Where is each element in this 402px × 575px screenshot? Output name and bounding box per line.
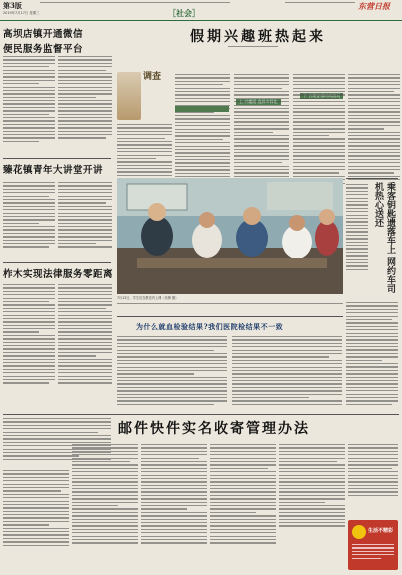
article-interest-class: [118, 26, 398, 46]
article-body: [232, 336, 342, 407]
photo-caption-extra: [117, 303, 343, 306]
article-body: [3, 470, 69, 548]
masthead-rule: [0, 20, 402, 21]
article-title: 乘客钥匙遗落车上 网约车司机热心送还: [373, 182, 395, 294]
classroom-photo: [117, 178, 343, 294]
subhead-badge: [175, 106, 229, 112]
article-body: [348, 74, 400, 183]
feature-graphic-title: 调查: [143, 72, 162, 82]
article-body: [141, 444, 207, 546]
article-body: [348, 444, 398, 498]
photo-caption: 7月13日，学生们在教室内上课（吴锋 摄）: [117, 296, 179, 300]
ad-box: [348, 520, 398, 570]
article-body: [293, 74, 345, 186]
article-title: 假期兴趣班热起来: [190, 29, 326, 45]
article-gaobadian: [3, 26, 111, 55]
masthead-date: 2019年7月17日 星期三: [3, 11, 40, 15]
article-body: [234, 74, 289, 186]
article-body: [117, 336, 227, 407]
article-title-line1: 高坝店镇开通微信: [3, 29, 84, 40]
article-body: [58, 56, 112, 141]
article-title: 邮件快件实名收寄管理办法: [118, 421, 310, 437]
decorative-figure: [117, 72, 141, 120]
article-body: [72, 444, 138, 546]
ad-text: 生活不精彩: [368, 528, 394, 534]
news-photo: [117, 178, 343, 294]
divider: [117, 316, 343, 317]
emblem-icon: [352, 525, 366, 539]
section-label: ［社会］: [168, 8, 200, 18]
article-title: 臻花镇青年大讲堂开讲: [3, 165, 104, 176]
page-number: 第3版: [3, 1, 22, 10]
divider: [3, 158, 111, 159]
article-body: [3, 182, 55, 250]
article-title: 柞木实现法律服务零距离: [3, 269, 114, 280]
masthead: [0, 0, 402, 22]
article-body: [346, 184, 368, 272]
newspaper-logo: 东营日报: [358, 1, 390, 11]
article-body: [210, 444, 276, 546]
article-body: [3, 56, 55, 144]
divider: [346, 178, 398, 179]
divider: [3, 262, 111, 263]
article-body: [58, 284, 112, 386]
article-body: [346, 302, 398, 407]
article-body: [58, 182, 112, 250]
article-body: [3, 284, 55, 386]
divider: [3, 414, 399, 415]
article-body: [279, 444, 345, 529]
article-title: 为什么就血检验结果?我们医院检结果不一致: [136, 322, 284, 331]
article-title-line2: 便民服务监督平台: [3, 44, 84, 55]
